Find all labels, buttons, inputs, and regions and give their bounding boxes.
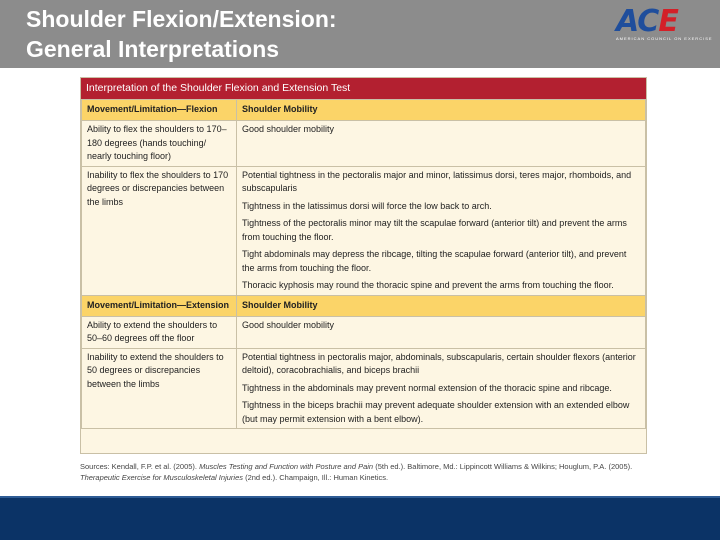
footer-bar bbox=[0, 496, 720, 540]
slide-header bbox=[0, 0, 720, 68]
flexion-note: Thoracic kyphosis may round the thoracic spine and prevent the arms from touching the floor. bbox=[242, 280, 614, 290]
ace-logo-wordmark bbox=[616, 4, 678, 39]
extension-note: Tightness in the biceps brachii may prevent adequate shoulder extension with an extended elbow (but may permit extension with a bent elbow). bbox=[242, 400, 630, 424]
extension-note: Potential tightness in pectoralis major, abdominals, subscapularis, certain shoulder flexors (anterior deltoid), coracobrachialis, and biceps brachii bbox=[242, 351, 636, 375]
extension-ability-result: Good shoulder mobility bbox=[237, 316, 646, 348]
flexion-ability-cell: Ability to flex the shoulders to 170–180 degrees (hands touching/ nearly touching floor) bbox=[82, 121, 237, 167]
table-row bbox=[82, 121, 646, 167]
extension-header-row bbox=[82, 295, 646, 316]
ace-logo-tagline: AMERICAN COUNCIL ON EXERCISE bbox=[616, 36, 713, 41]
interpretation-table-figure bbox=[80, 77, 647, 454]
flexion-note: Tight abdominals may depress the ribcage, tilting the scapulae forward (anterior tilt), and prevent the arms from touching the floor. bbox=[242, 249, 627, 273]
flexion-inability-result bbox=[237, 166, 646, 295]
slide-title-line2: General Interpretations bbox=[26, 36, 280, 62]
sources-book-title: Therapeutic Exercise for Musculoskeletal Injuries bbox=[80, 473, 243, 482]
extension-header-mobility: Shoulder Mobility bbox=[237, 295, 646, 316]
flexion-note: Tightness of the pectoralis minor may tilt the scapulae forward (anterior tilt) and prevent the arms from touching the floor. bbox=[242, 218, 627, 242]
extension-ability-cell: Ability to extend the shoulders to 50–60 degrees off the floor bbox=[82, 316, 237, 348]
extension-note: Tightness in the abdominals may prevent normal extension of the thoracic spine and ribcage. bbox=[242, 382, 612, 393]
flexion-ability-result: Good shoulder mobility bbox=[237, 121, 646, 167]
flexion-header-row bbox=[82, 100, 646, 121]
table-row bbox=[82, 316, 646, 348]
sources-text: Sources: Kendall, F.P. et al. (2005). bbox=[80, 462, 200, 471]
flexion-header-mobility: Shoulder Mobility bbox=[237, 100, 646, 121]
extension-inability-result bbox=[237, 348, 646, 429]
flexion-header-movement: Movement/Limitation—Flexion bbox=[82, 100, 237, 121]
flexion-inability-cell: Inability to flex the shoulders to 170 degrees or discrepancies between the limbs bbox=[82, 166, 237, 295]
sources-text: (2nd ed.). Champaign, Ill.: Human Kinetics. bbox=[243, 473, 389, 482]
slide-title-line1: Shoulder Flexion/Extension: bbox=[26, 6, 337, 32]
sources-book-title: Muscles Testing and Function with Posture and Pain bbox=[199, 462, 374, 471]
extension-inability-cell: Inability to extend the shoulders to 50 degrees or discrepancies between the limbs bbox=[82, 348, 237, 429]
extension-header-movement: Movement/Limitation—Extension bbox=[82, 295, 237, 316]
ace-logo bbox=[612, 6, 716, 44]
interpretation-table bbox=[81, 99, 646, 429]
table-row bbox=[82, 166, 646, 295]
flexion-note: Tightness in the latissimus dorsi will force the low back to arch. bbox=[242, 200, 492, 211]
table-row bbox=[82, 348, 646, 429]
flexion-note: Potential tightness in the pectoralis major and minor, latissimus dorsi, teres major, rhomboids, and subscapularis bbox=[242, 169, 632, 193]
figure-title: Interpretation of the Shoulder Flexion and Extension Test bbox=[81, 78, 646, 99]
sources-citation bbox=[80, 461, 660, 483]
ace-logo-accent: E bbox=[658, 4, 678, 39]
sources-text: (5th ed.). Baltimore, Md.: Lippincott Williams & Wilkins; Houglum, P.A. (2005). bbox=[373, 462, 633, 471]
slide-title bbox=[26, 4, 337, 64]
ace-logo-main: AC bbox=[616, 4, 659, 39]
